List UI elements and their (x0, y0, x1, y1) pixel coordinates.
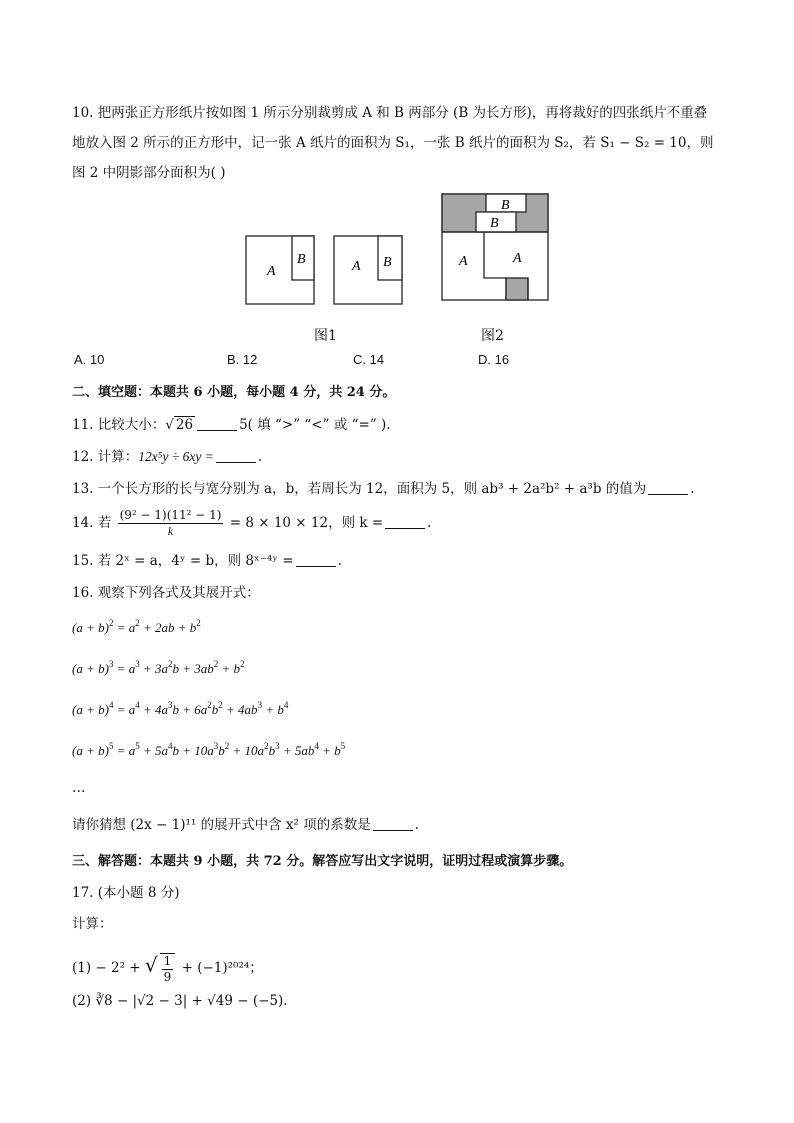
q16-ask: 请你猜想 (2x − 1)¹¹ 的展开式中含 x² 项的系数是 . (72, 817, 420, 833)
q16-ellipsis: … (72, 780, 86, 796)
fig2-caption: 图2 (481, 328, 504, 344)
q13: 13. 一个长方形的长与宽分别为 a，b，若周长为 12，面积为 5，则 ab³ + 2a²b² + a³b 的值为 . (72, 481, 695, 497)
q10-line1: 10. 把两张正方形纸片按如图 1 所示分别裁剪成 A 和 B 两部分 (B 为长方形)，再将裁好的四张纸片不重叠 (72, 105, 708, 121)
q17-part1: (1) − 2² + √ $\frac{1}{9}$ + (−1)²⁰²⁴； (72, 953, 263, 984)
q15-text: 15. 若 2ˣ = a，4ʸ = b，则 8ˣ⁻⁴ʸ = (72, 553, 294, 569)
figure-1 (240, 230, 410, 310)
q16-expansion-3: $(a + b)^3 = a^3 + 3a^2b + 3ab^2 + b^2$ (72, 659, 245, 676)
q11-suffix: 5( 填 “>” “<” 或 “=” ). (239, 417, 391, 433)
q16-intro: 16. 观察下列各式及其展开式： (72, 585, 260, 601)
fig1-label-b1: B (297, 252, 306, 267)
q17-p1-suffix: + (−1)²⁰²⁴； (181, 960, 263, 976)
q11-radicand: 26 (175, 417, 194, 433)
q14-denominator: k (167, 524, 174, 538)
q11-answer-blank[interactable] (197, 416, 237, 431)
fig2-label-a2: A (513, 251, 522, 266)
q17-p1-prefix: (1) − 2² + (72, 960, 141, 976)
q15: 15. 若 2ˣ = a，4ʸ = b，则 8ˣ⁻⁴ʸ = . (72, 553, 342, 569)
option-d: D. 16 (478, 352, 510, 367)
figure-2 (438, 190, 554, 306)
q12-answer-blank[interactable] (216, 448, 256, 463)
q14-prefix: 14. 若 (72, 515, 112, 531)
fig2-label-a1: A (459, 254, 468, 269)
option-a: A. 10 (74, 352, 105, 367)
q10-line3: 图 2 中阴影部分面积为( ) (72, 165, 226, 181)
q17-p1-fraction (160, 953, 176, 985)
q17-p1-num: 1 (163, 953, 172, 968)
fig2-label-b1: B (501, 198, 510, 213)
fig1-label-b2: B (383, 255, 392, 270)
section3-heading: 三、解答题：本题共 9 小题，共 72 分。解答应写出文字说明，证明过程或演算步骤。 (72, 854, 573, 869)
q16-expansion-5: $(a + b)^5 = a^5 + 5a^4b + 10a^3b^2 + 10a^2b^3 + 5ab^4 + b^5$ (72, 741, 346, 758)
q13-answer-blank[interactable] (648, 480, 688, 495)
fig1-label-a2: A (352, 259, 361, 274)
q16-expansion-2: $(a + b)^2 = a^2 + 2ab + b^2$ (72, 618, 201, 635)
q13-text: 13. 一个长方形的长与宽分别为 a，b，若周长为 12，面积为 5，则 ab³ + 2a²b² + a³b 的值为 (72, 481, 647, 497)
q11: 11. 比较大小：√ 26 5( 填 “>” “<” 或 “=” ). (72, 417, 391, 433)
q11-prefix: 11. 比较大小： (72, 417, 166, 433)
q14-answer-blank[interactable] (385, 514, 425, 529)
q12-expr: 12x⁵y ÷ 6xy = (138, 449, 214, 464)
q17-part2: (2) ∛8 − |√2 − 3| + √49 − (−5). (72, 993, 288, 1009)
q12-prefix: 12. 计算： (72, 449, 139, 465)
q10-line2: 地放入图 2 所示的正方形中，记一张 A 纸片的面积为 S₁，一张 B 纸片的面积为 S₂，若 S₁ − S₂ = 10，则 (72, 135, 714, 151)
q14-numerator: (9² − 1)(11² − 1) (119, 508, 222, 522)
q14-fraction (118, 508, 224, 539)
option-c: C. 14 (353, 352, 385, 367)
q17-instruction: 计算： (72, 916, 113, 932)
q16-expansion-4: $(a + b)^4 = a^4 + 4a^3b + 6a^2b^2 + 4ab^3 + b^4$ (72, 700, 289, 717)
fig1-label-a1: A (267, 264, 276, 279)
q16-ask-text: 请你猜想 (2x − 1)¹¹ 的展开式中含 x² 项的系数是 (72, 817, 371, 833)
option-b: B. 12 (227, 352, 258, 367)
q17-title: 17. (本小题 8 分) (72, 885, 180, 901)
q15-answer-blank[interactable] (296, 552, 336, 567)
q14-rest: = 8 × 10 × 12，则 k = (229, 515, 384, 531)
q16-answer-blank[interactable] (373, 816, 413, 831)
fig1-caption: 图1 (314, 328, 337, 344)
q14: 14. 若 $\frac{\text{(9² − 1)(11² − 1)}}{k}$ = 8 × 10 × 12，则 k = . (72, 508, 432, 538)
q12: 12. 计算：12x⁵y ÷ 6xy = . (72, 449, 263, 465)
fig2-label-b2: B (490, 216, 499, 231)
q17-p1-den: 9 (163, 969, 172, 984)
section2-heading: 二、填空题：本题共 6 小题，每小题 4 分，共 24 分。 (72, 385, 396, 400)
